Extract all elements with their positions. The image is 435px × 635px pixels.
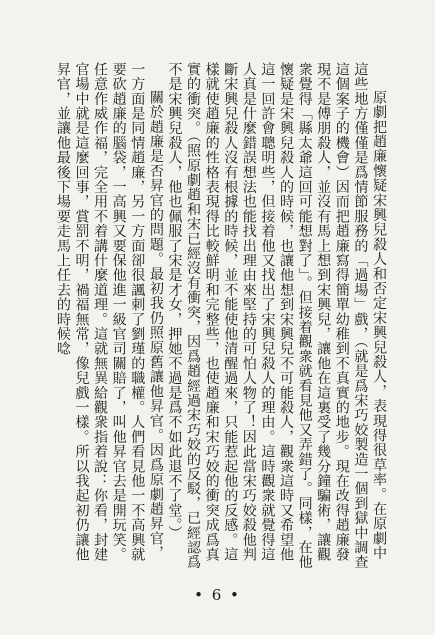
paragraph-2: 關於趙廉是否昇官的問題。最初我仍照原舊讓他昇官。因爲原劇趙昇官，一方面是同情趙廉，另一方面卻很諷刺了劉瑾的職權。人們看見他一不高興就要砍趙廉的腦袋，一高興又要保他進一級官司關賠了，叫他昇官去是開玩笑。任意作威作福，完全用不着講什麼道理。這就無異給觀衆指着說：你看，封建官場中就是這麼回事，賞罰不明，禍福無常，像兒戲一樣。所以我起初仍讓他昇官，並讓他最後下場要走馬上任去的時候唸 <box>54 62 164 562</box>
vertical-text-block <box>54 62 388 572</box>
page-number: • 6 • <box>194 586 241 604</box>
paragraph-1: 原劇把趙廉懷疑宋興兒殺人和否定宋興兒殺人，表現得很草率。在原劇中這些地方僅僅是爲情節服務的「過場」戲，（就是爲宋巧姣製造一個到獄中調查這個案子的機會）因而把趙廉寫得簡單幼稚到不真實的地步。現在改得趙廉發現不是傅朋殺人，並沒有馬上想到宋興兒，讓他在這裏受了幾分鐘騙術，讓觀衆覺得「縣太爺這回可能想對了」。但接着觀衆就看見他又弄錯了。同樣，在他懷疑是宋興兒殺人的時候，也讓他想到宋興兒不可能殺人，觀衆這時又希望他這一回許會聰明些，但接着他又找出了宋興兒殺人的理由。這時觀衆就覺得這人真是什麼錯誤想法也能找出理由來堅持的可怕人物了！因此當宋巧姣殺他判斷宋興兒殺人沒有根據的時候，並不能使他清醒過來，只能惹起他的反感。這樣就使趙廉的性格表現得比較鮮明和完整些，也使趙廉和宋巧姣的衝突成爲真實的衝突。（照原劇趙和宋已經沒有衝突，因爲趙經過宋巧姣的反駁，已經認爲不是宋興兒殺人，他也佩服了宋是才女，押她不過是爲不如此退不了堂。） <box>166 62 387 570</box>
